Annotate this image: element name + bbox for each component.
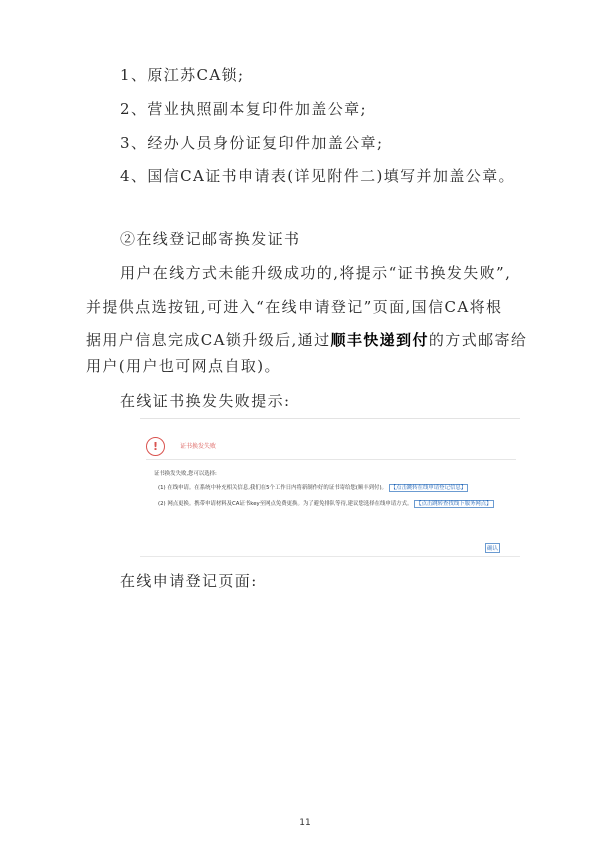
- paragraph-line-3-start: 据用户信息完成CA锁升级后,通过: [86, 331, 331, 349]
- failure-dialog-screenshot: [140, 418, 520, 557]
- dialog-title: 证书换发失败: [180, 443, 217, 450]
- paragraph-line-1: 用户在线方式未能升级成功的,将提示“证书换发失败”,: [120, 264, 512, 282]
- find-outlet-link[interactable]: 【点击跳转查找线下服务网点】: [416, 501, 492, 507]
- dialog-option-1: [158, 483, 468, 491]
- list-item-2: 2、营业执照副本复印件加盖公章;: [120, 100, 367, 118]
- caption-failure-prompt: 在线证书换发失败提示:: [120, 392, 291, 410]
- paragraph-line-4: 用户(用户也可网点自取)。: [86, 357, 281, 375]
- option-1-text: (1) 在线申请。在系统中补充相关信息,我们在5个工作日内将新制作好的证书寄给您(顺丰到付)。: [158, 485, 387, 491]
- caption-apply-page: 在线申请登记页面:: [120, 572, 258, 590]
- online-apply-link[interactable]: 【点击跳转在线申请登记信息】: [390, 485, 467, 491]
- list-item-4: 4、国信CA证书申请表(详见附件二)填写并加盖公章。: [120, 167, 515, 185]
- paragraph-line-3: [86, 329, 527, 350]
- section-heading: ②在线登记邮寄换发证书: [120, 230, 301, 248]
- confirm-button[interactable]: 确认: [485, 543, 500, 553]
- paragraph-line-2: 并提供点选按钮,可进入“在线申请登记”页面,国信CA将根: [86, 298, 503, 316]
- option-2-text: (2) 网点更换。携带申请材料及CA证书key至网点免费更换。为了避免排队等待,建议您选择在线申请方式。: [158, 501, 413, 507]
- dialog-option-2: [158, 499, 494, 507]
- list-item-1: 1、原江苏CA锁;: [120, 66, 245, 84]
- shipping-method-emphasis: 顺丰快递到付: [330, 331, 429, 349]
- list-item-3: 3、经办人员身份证复印件加盖公章;: [120, 134, 384, 152]
- dialog-divider: [146, 459, 516, 460]
- warning-icon: !: [146, 437, 165, 456]
- dialog-intro: 证书换发失败,您可以选择:: [154, 471, 217, 477]
- paragraph-line-3-end: 的方式邮寄给: [428, 331, 528, 349]
- page-number: 11: [299, 818, 311, 828]
